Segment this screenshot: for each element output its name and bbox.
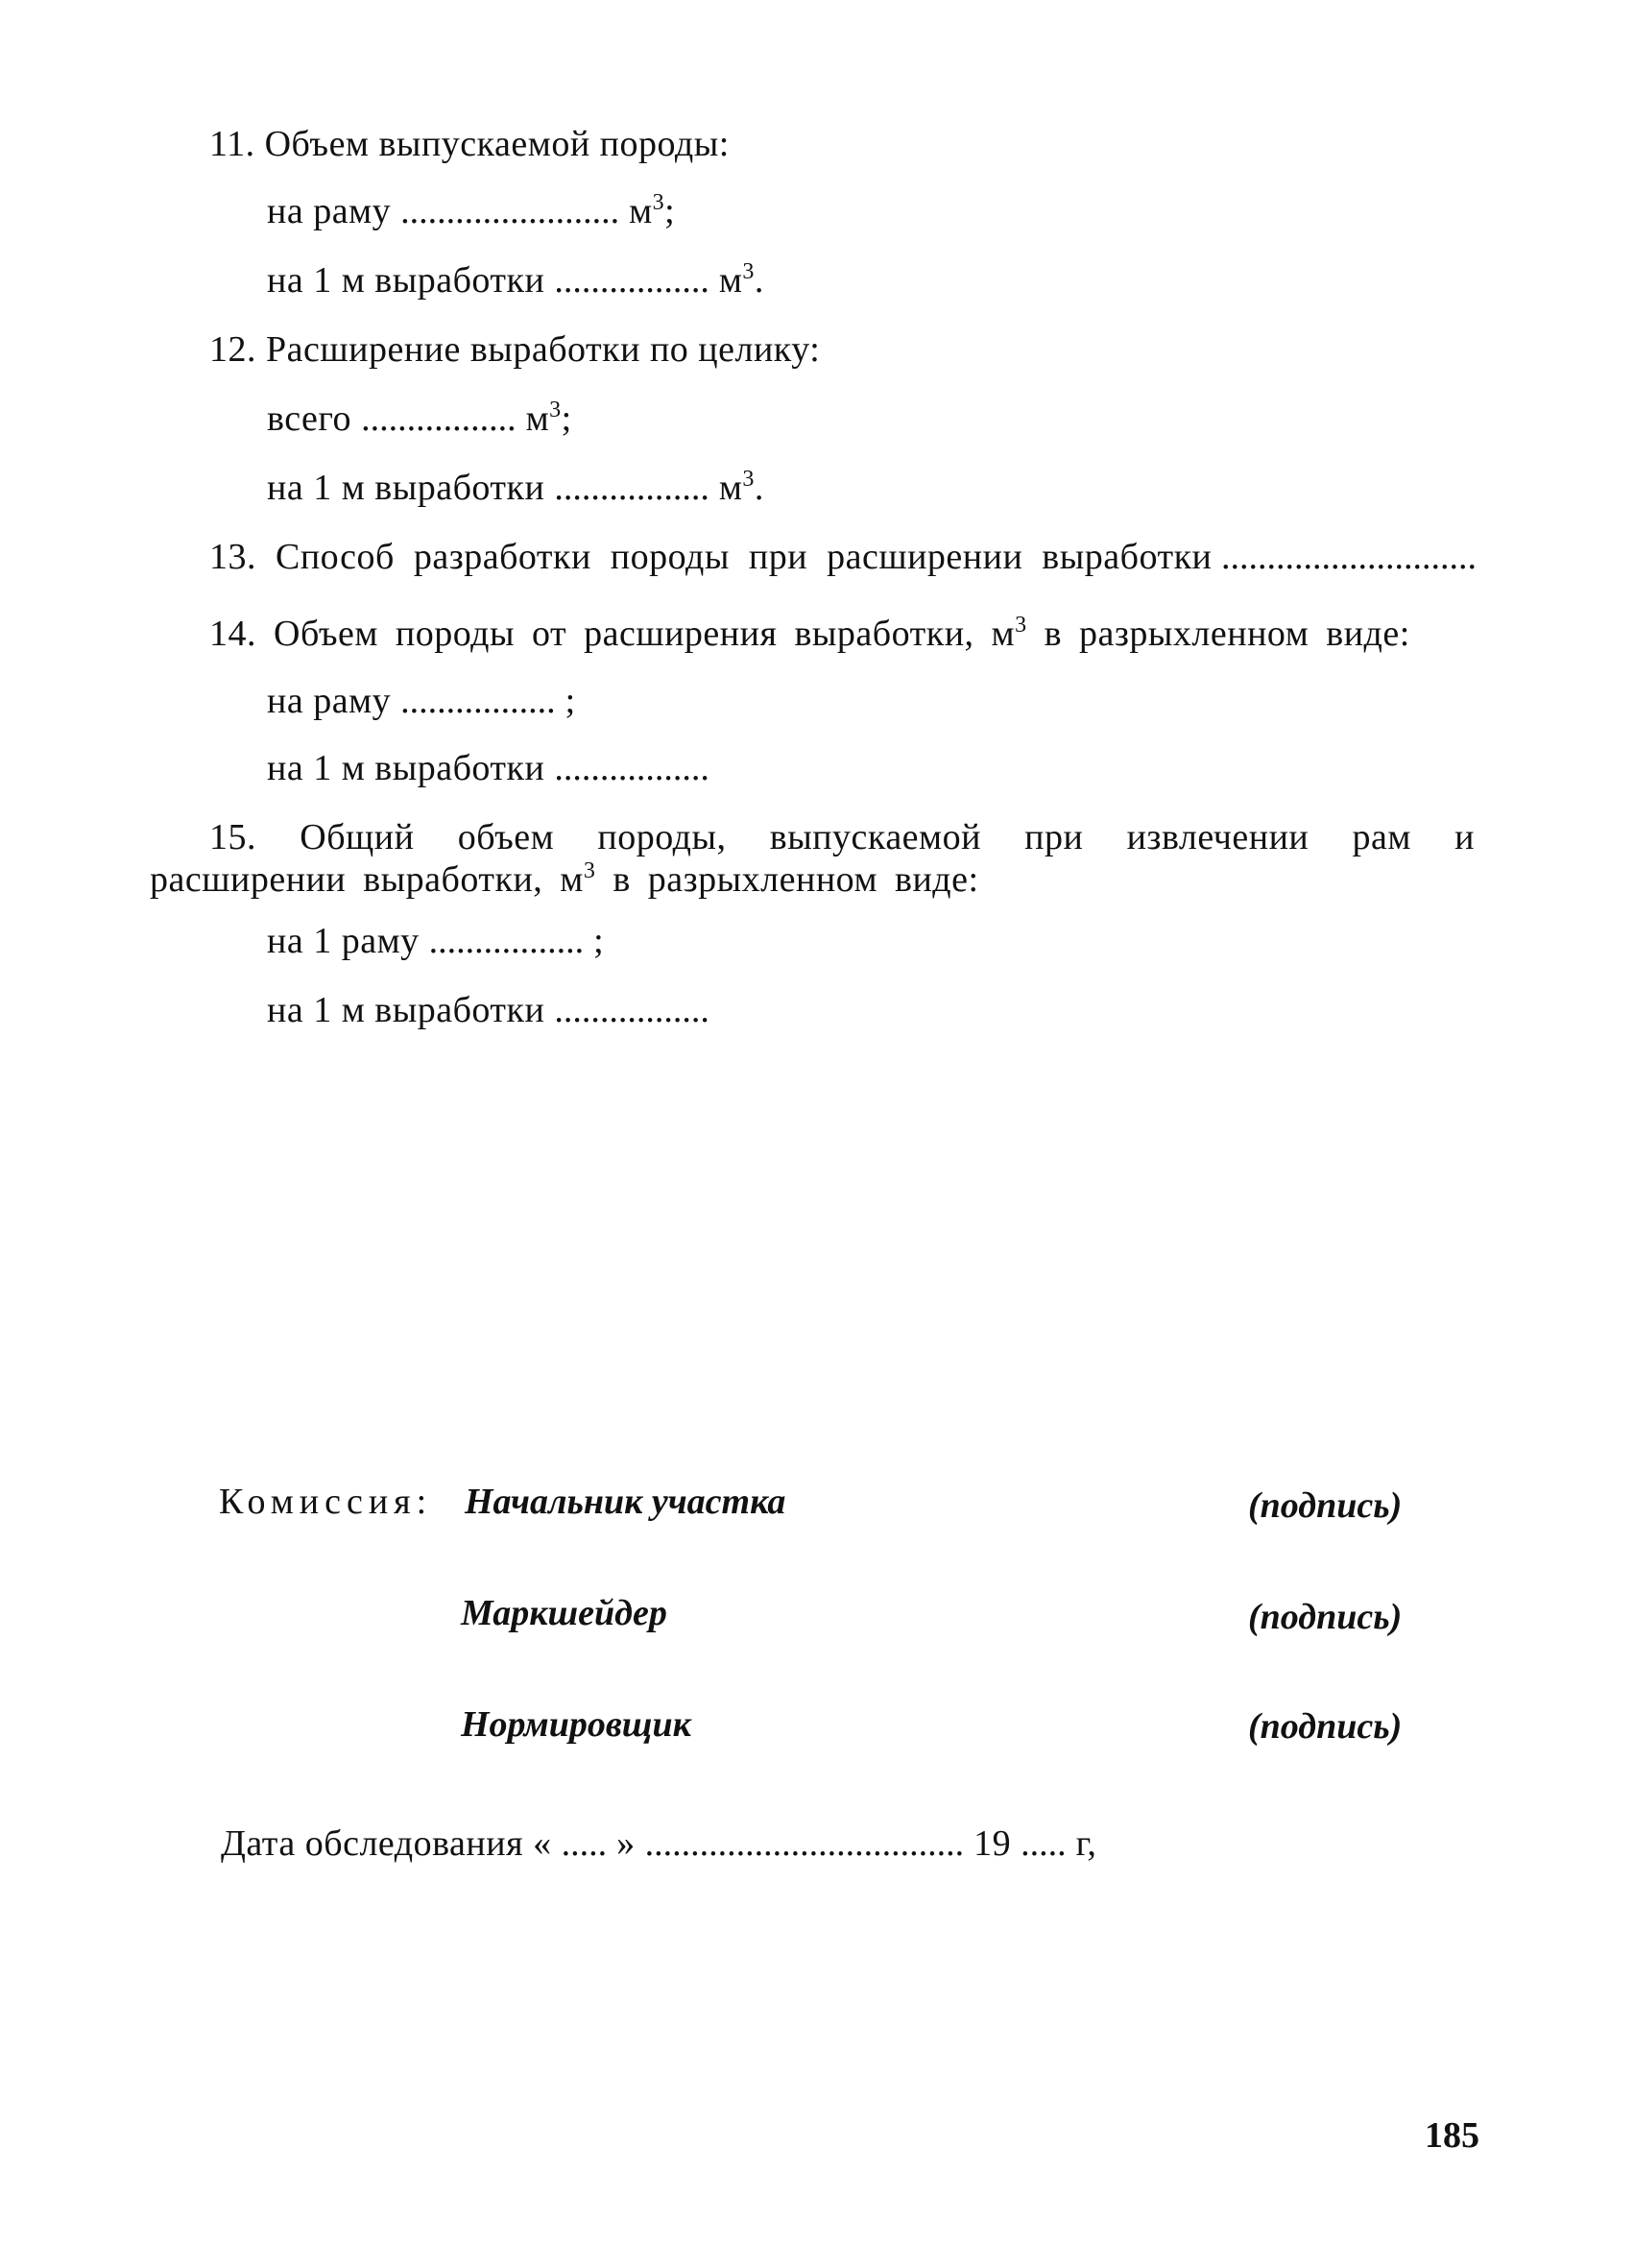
commission-role-surveyor: Маркшейдер bbox=[461, 1593, 667, 1633]
item-11-heading: 11. Объем выпускаемой породы: bbox=[209, 124, 730, 164]
item-14-per-meter: на 1 м выработки ................. bbox=[267, 748, 709, 788]
item-15-heading: 15. Общий объем породы, выпускаемой при извлечении рам и расширении выработки, $м^3$ в разрыхленном виде: bbox=[150, 817, 1475, 900]
page-number: 185 bbox=[1425, 2115, 1479, 2156]
signature-chief: (подпись) bbox=[1248, 1485, 1403, 1526]
signature-normer: (подпись) bbox=[1248, 1706, 1403, 1747]
item-11-per-meter: на 1 м выработки ................. $м^3$. bbox=[267, 259, 764, 301]
signature-surveyor: (подпись) bbox=[1248, 1597, 1403, 1637]
item-14-heading: 14. Объем породы от расширения выработки, $м^3$ в разрыхленном виде: bbox=[209, 613, 1410, 654]
item-14-per-frame: на раму ................. ; bbox=[267, 681, 576, 721]
commission-label: Комиссия: bbox=[219, 1482, 433, 1522]
commission-role-chief: Начальник участка bbox=[465, 1482, 786, 1522]
item-12-heading: 12. Расширение выработки по целику: bbox=[209, 329, 821, 370]
item-12-per-meter: на 1 м выработки ................. $м^3$. bbox=[267, 467, 764, 508]
item-15-per-meter: на 1 м выработки ................. bbox=[267, 990, 709, 1030]
item-12-total: всего ................. $м^3$; bbox=[267, 398, 572, 439]
item-13-method: 13. Способ разработки породы при расширении выработки ............................ bbox=[209, 537, 1477, 577]
item-15-per-frame: на 1 раму ................. ; bbox=[267, 921, 605, 961]
commission-role-normer: Нормировщик bbox=[461, 1704, 691, 1745]
item-11-per-frame: на раму ........................ $м^3$; bbox=[267, 190, 676, 231]
inspection-date-line: Дата обследования « ..... » ................................... 19 ..... г, bbox=[221, 1823, 1097, 1864]
